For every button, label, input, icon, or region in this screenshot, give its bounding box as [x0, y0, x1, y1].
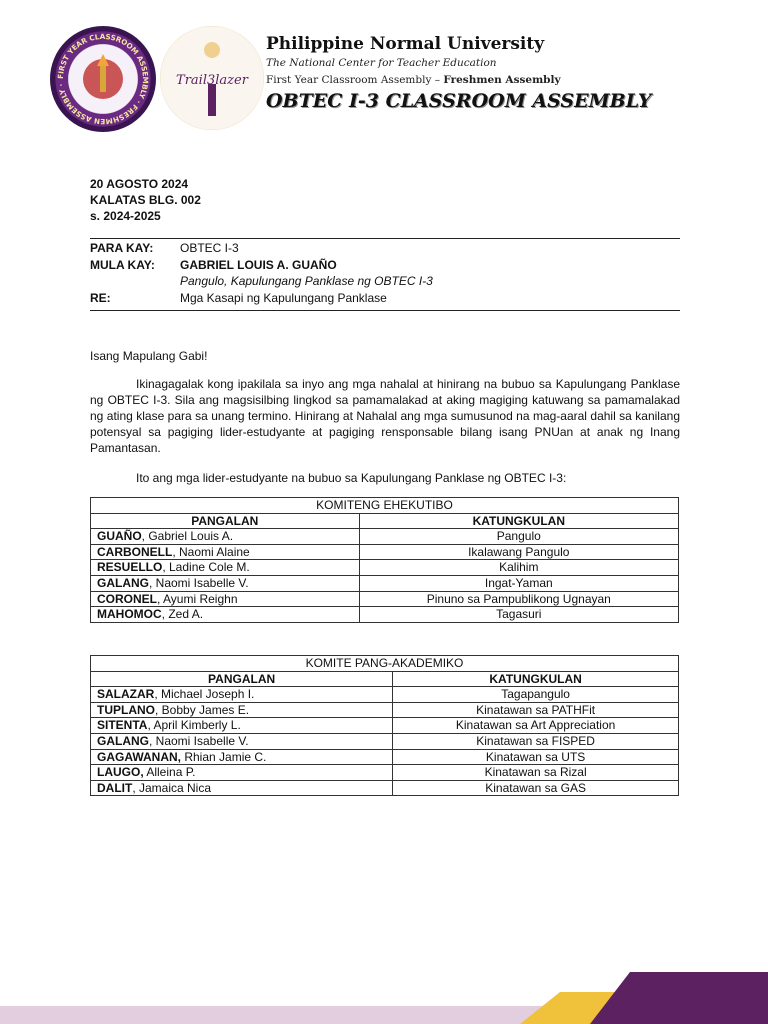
memo-number: KALATAS BLG. 002: [90, 193, 201, 207]
position: Kinatawan sa Art Appreciation: [393, 718, 679, 734]
from-row: [90, 257, 433, 274]
surname: GALANG: [97, 575, 149, 590]
to-value: OBTEC I-3: [180, 241, 239, 255]
re-row: [90, 290, 433, 307]
assembly-subtitle: [266, 74, 561, 86]
table-row: [91, 780, 679, 796]
table-row: [91, 575, 679, 591]
memo-header: [90, 176, 201, 224]
given-name: , April Kimberly L.: [147, 718, 241, 733]
table-title: KOMITE PANG-AKADEMIKO: [91, 656, 679, 672]
memo-date: 20 AGOSTO 2024: [90, 177, 189, 191]
position: Pinuno sa Pampublikong Ugnayan: [359, 591, 678, 607]
surname: GALANG: [97, 733, 149, 748]
assembly-subtitle-bold: Freshmen Assembly: [443, 74, 561, 86]
from-label: MULA KAY:: [90, 257, 155, 272]
position: Kinatawan sa UTS: [393, 749, 679, 765]
table-row: [91, 544, 679, 560]
column-header-position: KATUNGKULAN: [393, 671, 679, 687]
memo-series: s. 2024-2025: [90, 209, 161, 223]
column-header-name: PANGALAN: [91, 671, 393, 687]
table-row: [91, 687, 679, 703]
surname: LAUGO,: [97, 765, 144, 780]
position: Ikalawang Pangulo: [359, 544, 678, 560]
logo-ring-text: [50, 26, 156, 132]
table-title: KOMITENG EHEKUTIBO: [91, 498, 679, 514]
re-label: RE:: [90, 290, 111, 305]
svg-text:Trail3lazer: Trail3lazer: [176, 73, 248, 88]
column-header-name: PANGALAN: [91, 513, 360, 529]
position: Kinatawan sa PATHFit: [393, 702, 679, 718]
surname: MAHOMOC: [97, 607, 162, 622]
from-title-row: [90, 273, 433, 290]
divider-bottom: [90, 310, 680, 311]
surname: DALIT: [97, 780, 133, 795]
surname: TUPLANO: [97, 702, 155, 717]
first-year-assembly-logo: [50, 26, 156, 132]
position: Tagasuri: [359, 607, 678, 623]
executive-committee-table: [90, 497, 679, 623]
position: Pangulo: [359, 529, 678, 545]
given-name: , Naomi Isabelle V.: [149, 733, 249, 748]
given-name: , Gabriel Louis A.: [141, 529, 234, 544]
memo-addresses: [90, 240, 433, 306]
surname: GUAÑO: [97, 529, 142, 544]
position: Ingat-Yaman: [359, 575, 678, 591]
given-name: Alleina P.: [143, 765, 196, 780]
surname: RESUELLO: [97, 560, 163, 575]
table-row: [91, 718, 679, 734]
position: Tagapangulo: [393, 687, 679, 703]
body-paragraph-1: [90, 376, 680, 456]
surname: SALAZAR: [97, 687, 155, 702]
paragraph-1-text: Ikinagagalak kong ipakilala sa inyo ang mga nahalal at hinirang na bubuo sa Kapulungang Panklase ng OBTEC I-3. Sila ang magsisilbing lingkod sa pamamalakad at aking magiging katuwang sa pamamalakad ng ating klase para sa unang termino. Hinirang at Nahalal ang mga sumusunod na mag-aaral dahil sa kanilang potensyal sa pagiging lider-estudyante at pagiging rensponsable bilang isang PNUan at anak ng Inang Pamantasan.: [90, 377, 680, 455]
academic-committee-table: [90, 655, 679, 796]
footer-purple-stripe: [590, 972, 768, 1024]
surname: CARBONELL: [97, 544, 173, 559]
given-name: , Zed A.: [161, 607, 204, 622]
position: Kinatawan sa GAS: [393, 780, 679, 796]
given-name: , Michael Joseph I.: [154, 687, 255, 702]
given-name: , Naomi Alaine: [172, 544, 250, 559]
trailblazer-logo: [160, 26, 264, 130]
table-row: [91, 765, 679, 781]
given-name: , Ladine Cole M.: [162, 560, 250, 575]
column-header-position: KATUNGKULAN: [359, 513, 678, 529]
trailblazer-emblem: [160, 26, 264, 130]
given-name: , Ayumi Reighn: [157, 591, 238, 606]
surname: CORONEL: [97, 591, 157, 606]
table-row: [91, 749, 679, 765]
given-name: , Bobby James E.: [155, 702, 250, 717]
given-name: Rhian Jamie C.: [181, 749, 267, 764]
table-row: [91, 591, 679, 607]
table-row: [91, 607, 679, 623]
university-tagline: The National Center for Teacher Education: [266, 57, 497, 69]
table-row: [91, 560, 679, 576]
divider-top: [90, 238, 680, 239]
from-value: GABRIEL LOUIS A. GUAÑO: [180, 257, 337, 272]
surname: GAGAWANAN,: [97, 749, 181, 764]
table-row: [91, 702, 679, 718]
body-paragraph-2: [90, 470, 680, 486]
position: Kinatawan sa Rizal: [393, 765, 679, 781]
assembly-subtitle-plain: First Year Classroom Assembly –: [266, 74, 444, 86]
paragraph-2-text: Ito ang mga lider-estudyante na bubuo sa Kapulungang Panklase ng OBTEC I-3:: [136, 471, 567, 485]
table-row: [91, 529, 679, 545]
university-name: Philippine Normal University: [266, 34, 545, 54]
greeting: Isang Mapulang Gabi!: [90, 349, 208, 363]
re-value: Mga Kasapi ng Kapulungang Panklase: [180, 290, 387, 305]
given-name: , Naomi Isabelle V.: [149, 575, 249, 590]
position: Kinatawan sa FISPED: [393, 733, 679, 749]
table-row: [91, 733, 679, 749]
svg-text:FIRST YEAR CLASSROOM ASSEMBLY: FIRST YEAR CLASSROOM ASSEMBLY · FRESHMEN ASSEMBLY ·: [55, 31, 151, 127]
position: Kalihim: [359, 560, 678, 576]
to-label: PARA KAY:: [90, 241, 154, 255]
assembly-title: OBTEC I-3 CLASSROOM ASSEMBLY: [266, 90, 652, 112]
surname: SITENTA: [97, 718, 148, 733]
to-row: [90, 240, 433, 257]
given-name: , Jamaica Nica: [132, 780, 212, 795]
from-title: Pangulo, Kapulungang Panklase ng OBTEC I-3: [180, 274, 433, 288]
